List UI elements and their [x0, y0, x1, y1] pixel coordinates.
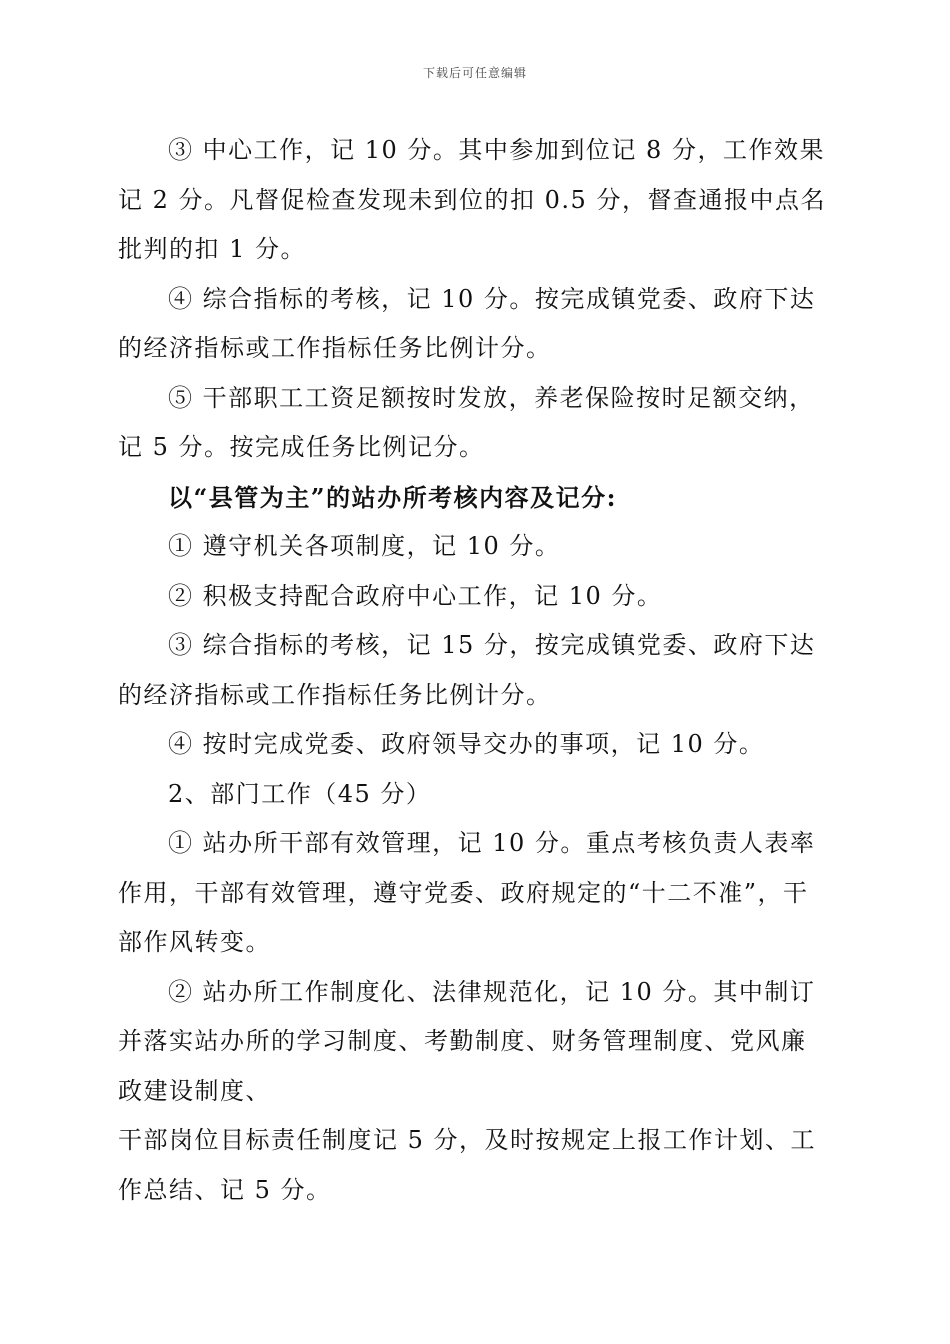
- paragraph-rules-compliance: ① 遵守机关各项制度，记 10 分。: [168, 532, 561, 560]
- paragraph-responsibility-system: 干部岗位目标责任制度记 5 分，及时按规定上报工作计划、工作总结、记 5 分。: [118, 1126, 817, 1204]
- header-watermark: 下载后可任意编辑: [422, 66, 527, 80]
- section-heading-department-work: 2、部门工作（45 分）: [168, 779, 432, 808]
- paragraph-support-government: ② 积极支持配合政府中心工作，记 10 分。: [168, 581, 663, 610]
- paragraph-composite-indicators-15: ③ 综合指标的考核，记 15 分，按完成镇党委、政府下达的经济指标或工作指标任务比例计分。: [118, 631, 816, 709]
- paragraph-central-work: ③ 中心工作，记 10 分。其中参加到位记 8 分，工作效果记 2 分。凡督促检查发现未到位的扣 0.5 分，督查通报中点名批判的扣 1 分。: [118, 136, 826, 263]
- document-body: [118, 126, 828, 1215]
- paragraph-composite-indicators: ④ 综合指标的考核，记 10 分。按完成镇党委、政府下达的经济指标或工作指标任务比例计分。: [118, 284, 816, 362]
- paragraph-salary-insurance: ⑤ 干部职工工资足额按时发放，养老保险按时足额交纳，记 5 分。按完成任务比例记分。: [118, 383, 815, 461]
- paragraph-cadre-management: ① 站办所干部有效管理，记 10 分。重点考核负责人表率作用，干部有效管理，遵守党委、政府规定的“十二不准”，干部作风转变。: [118, 829, 816, 956]
- paragraph-work-systems: ② 站办所工作制度化、法律规范化，记 10 分。其中制订并落实站办所的学习制度、考勤制度、财务管理制度、党风廉政建设制度、: [118, 977, 816, 1105]
- section-heading-county-stations: 以“县管为主”的站办所考核内容及记分:: [168, 482, 617, 512]
- paragraph-assigned-tasks: ④ 按时完成党委、政府领导交办的事项，记 10 分。: [168, 730, 765, 758]
